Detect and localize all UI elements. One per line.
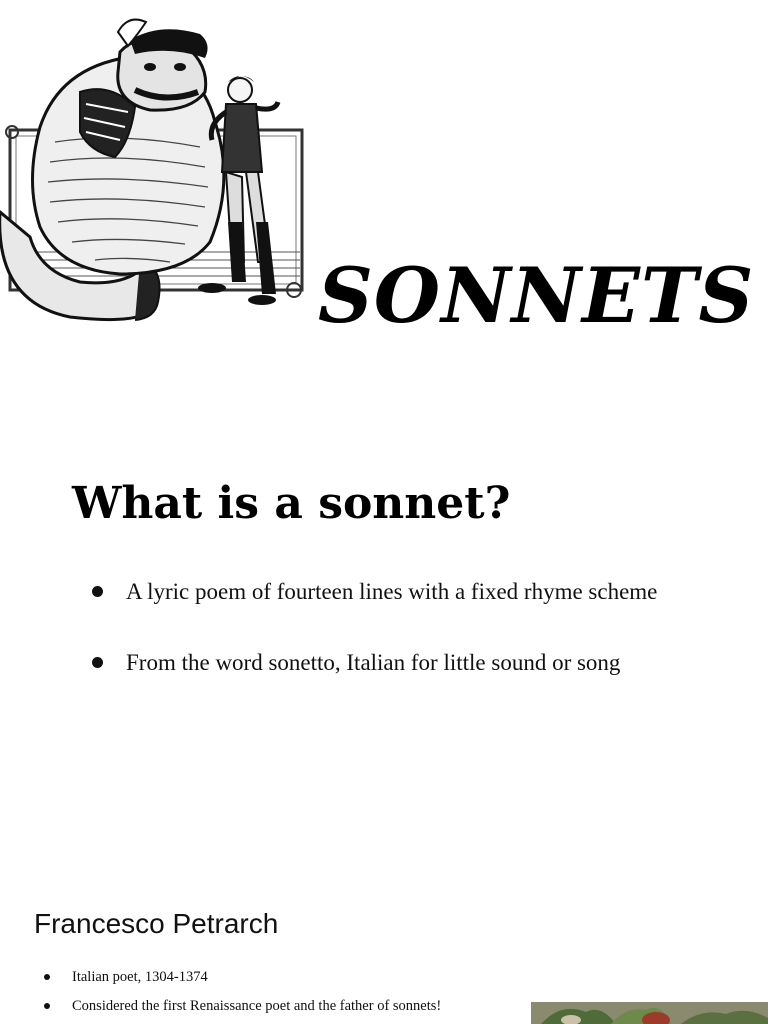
painting-fragment-image bbox=[531, 1002, 768, 1024]
bullet-icon bbox=[92, 586, 103, 597]
list-item bbox=[44, 968, 524, 986]
jabba-engraving-illustration bbox=[0, 12, 312, 324]
bullet-text: Italian poet, 1304-1374 bbox=[72, 969, 208, 985]
list-item bbox=[44, 997, 524, 1015]
bullet-icon bbox=[44, 974, 50, 980]
bullet-text: From the word sonetto, Italian for little sound or song bbox=[126, 650, 621, 675]
list-item bbox=[90, 574, 730, 609]
slide-heading: What is a sonnet? bbox=[72, 478, 511, 529]
bullet-list bbox=[44, 968, 524, 1015]
bullet-text: Considered the first Renaissance poet and the father of sonnets! bbox=[72, 998, 442, 1014]
slide-title: SONNETS bbox=[318, 251, 755, 340]
bullet-text: A lyric poem of fourteen lines with a fixed rhyme scheme bbox=[126, 579, 658, 604]
engraving-svg bbox=[0, 12, 312, 324]
painting-svg bbox=[531, 1002, 768, 1024]
bullet-icon bbox=[44, 1003, 50, 1009]
section-heading: Francesco Petrarch bbox=[34, 908, 279, 939]
bullet-list bbox=[90, 574, 730, 680]
bullet-icon bbox=[92, 657, 103, 668]
list-item bbox=[90, 645, 730, 680]
